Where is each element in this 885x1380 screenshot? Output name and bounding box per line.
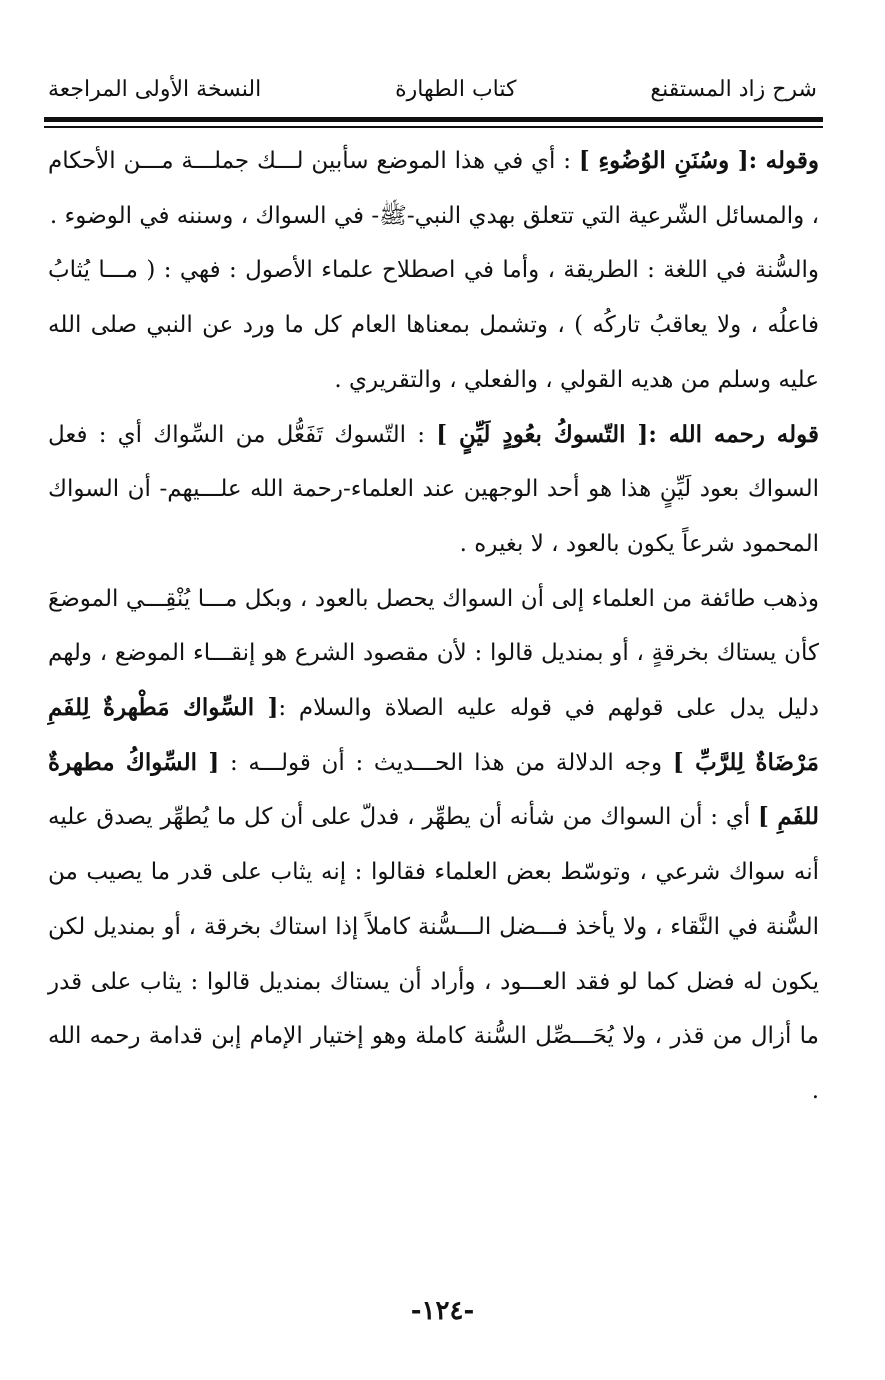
quoted-matn-text: [ السِّواكُ مطهرةٌ للفَمِ ] [48, 748, 819, 831]
page-number: -١٢٤- [410, 1296, 475, 1326]
quoted-matn-text: وقوله :[ وسُنَنِ الوُضُوءِ ] [578, 147, 819, 174]
quoted-matn-text: [ السِّواك مَطْهرةٌ لِلفَمِ مَرْضَاةٌ لِلرَّبِّ ] [48, 694, 820, 776]
commentary-text: وذهب طائفة من العلماء إلى أن السواك يحصل بالعود ، وبكل مـــا يُنْقِـــي الموضعَ كأن يستاك بخرقةٍ ، أو بمنديل قالوا : لأن مقصود الشرع هو إنقـــاء الموضع ، ولهم دليل يدل على قولهم في قوله عليه الصلاة والسلام : [48, 585, 819, 722]
paragraph [48, 134, 819, 243]
commentary-text: وجه الدلالة من هذا الحـــديث : أن قولـــه : [219, 749, 673, 776]
running-header [48, 68, 817, 110]
header-chapter-title: كتاب الطهارة [395, 76, 517, 102]
commentary-text: : أي في هذا الموضع سأبين لـــك جملـــة مـــن الأحكام ، والمسائل الشّرعية التي تتعلق بهدي النبي-ﷺ- في السواك ، وسننه في الوضوء . [48, 148, 819, 229]
paragraph [48, 408, 819, 572]
paragraph [48, 572, 819, 1119]
commentary-text: : التّسوك تَفَعُّل من السِّواك أي : فعل السواك بعود لَيِّنٍ هذا هو أحد الوجهين عند العلماء-رحمة الله علـــيهم- أن السواك المحمود شرعاً يكون بالعود ، لا بغيره . [48, 421, 819, 557]
header-rule-thin [44, 126, 823, 128]
quoted-matn-text: قوله رحمه الله :[ التّسوكُ بعُودٍ لَيِّنٍ ] [436, 420, 819, 448]
body-text [48, 134, 819, 1119]
commentary-text: والسُّنة في اللغة : الطريقة ، وأما في اصطلاح علماء الأصول : فهي : ( مـــا يُثابُ فاعلُه ، ولا يعاقبُ تاركُه ) ، وتشمل بمعناها العام كل ما ورد عن النبي صلى الله عليه وسلم من هديه القولي ، والفعلي ، والتقريري . [48, 257, 819, 393]
header-rule-thick [44, 117, 823, 122]
paragraph [48, 243, 819, 407]
commentary-text: أي : أن السواك من شأنه أن يطهِّر ، فدلّ على أن كل ما يُطهِّر يصدق عليه أنه سواك شرعي ، وتوسّط بعض العلماء فقالوا : إنه يثاب على قدر ما يصيب من السُّنة في النَّقاء ، ولا يأخذ فـــضل الـــسُّنة كاملاً إذا استاك بخرقة ، أو بمنديل لكن يكون له فضل كما لو فقد العـــود ، وأراد أن يستاك بمنديل قالوا : يثاب على قدر ما أزال من قذر ، ولا يُحَـــصِّل السُّنة كاملة وهو إختيار الإمام إبن قدامة رحمه الله . [48, 804, 819, 1104]
header-book-title: شرح زاد المستقنع [650, 76, 817, 102]
header-edition-note: النسخة الأولى المراجعة [48, 76, 262, 102]
